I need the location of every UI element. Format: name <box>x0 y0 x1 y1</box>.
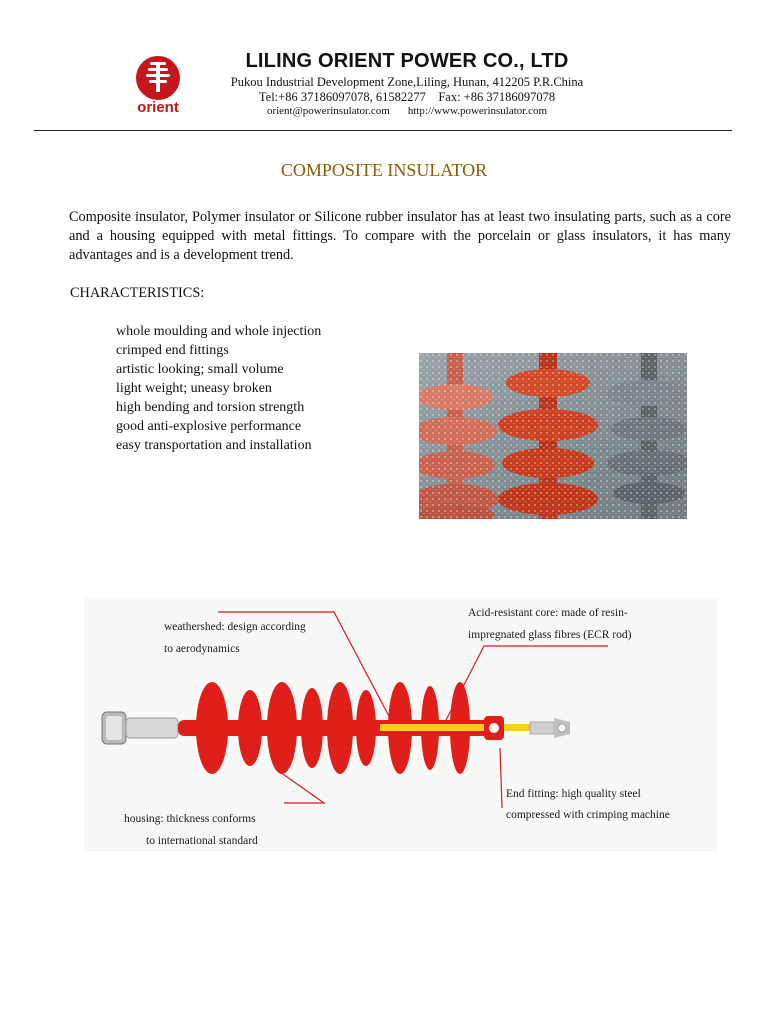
svg-text:orient: orient <box>137 99 179 116</box>
characteristics-heading: CHARACTERISTICS: <box>70 285 205 301</box>
ecr-core-rod <box>380 724 530 731</box>
list-item: high bending and torsion strength <box>116 400 305 415</box>
company-contact <box>222 105 592 117</box>
fitting-label-1: End fitting: high quality steel <box>506 788 641 800</box>
housing-label-1: housing: thickness conforms <box>124 813 256 825</box>
list-item: crimped end fittings <box>116 343 229 358</box>
list-item: whole moulding and whole injection <box>116 324 322 339</box>
orient-logo <box>128 54 188 116</box>
core-label-2: impregnated glass fibres (ECR rod) <box>468 629 632 641</box>
insulator-sheds-photo <box>419 353 687 519</box>
company-header <box>222 50 592 117</box>
company-name: LILING ORIENT POWER CO., LTD <box>245 50 569 72</box>
housing-label-2: to international standard <box>146 835 258 847</box>
page-title: COMPOSITE INSULATOR <box>280 160 488 180</box>
company-website-link[interactable]: http://www.powerinsulator.com <box>407 105 548 117</box>
fitting-label-2: compressed with crimping machine <box>506 809 670 821</box>
list-item: good anti-explosive performance <box>116 419 302 434</box>
list-item: easy transportation and installation <box>116 438 312 453</box>
company-phone-fax: Tel:+86 37186097078, 61582277 Fax: +86 37186097078 <box>258 90 556 104</box>
weathershed-label-1: weathershed: design according <box>164 621 306 633</box>
composite-insulator-diagram <box>84 598 718 852</box>
list-item: light weight; uneasy broken <box>116 381 272 396</box>
weathershed-label-2: to aerodynamics <box>164 643 240 655</box>
core-label-1: Acid-resistant core: made of resin- <box>468 607 628 619</box>
company-email-link[interactable]: orient@powerinsulator.com <box>266 105 390 117</box>
list-item: artistic looking; small volume <box>116 362 284 377</box>
header-divider <box>34 130 732 131</box>
intro-paragraph: Composite insulator, Polymer insulator or Silicone rubber insulator has at least two insulating parts, such as a core and a housing equipped with metal fittings. To compare with the porcelain or glass insulators, it has many advantages and is a development trend. <box>69 209 731 263</box>
company-address: Pukou Industrial Development Zone,Liling, Hunan, 412205 P.R.China <box>230 75 584 89</box>
characteristics-list <box>116 322 321 455</box>
